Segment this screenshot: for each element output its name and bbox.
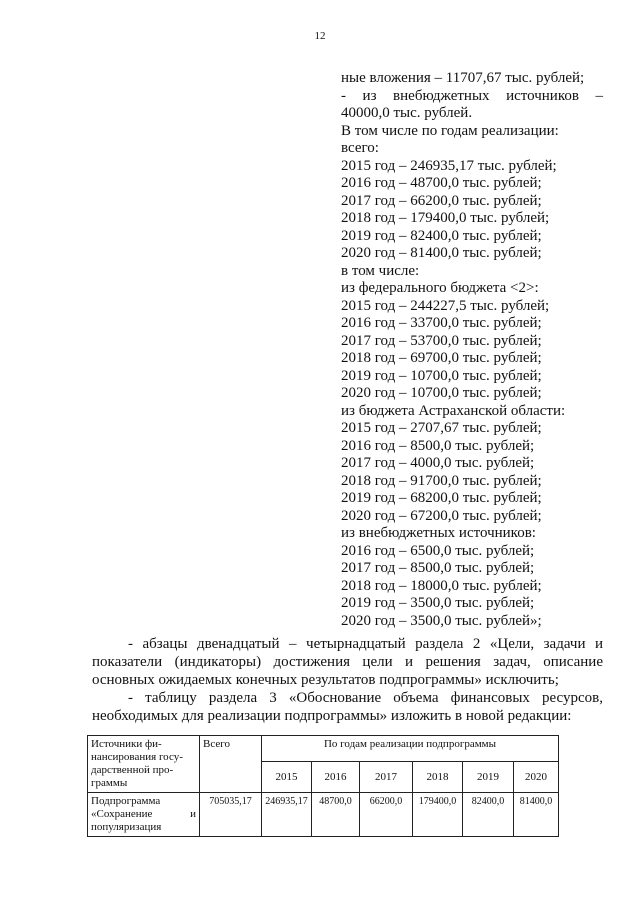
amendments-block [92, 635, 603, 725]
header-year: 2020 [514, 762, 559, 793]
text-line: 2020 год – 67200,0 тыс. рублей; [341, 507, 542, 524]
header-total: Всего [200, 736, 262, 793]
text-line: 2015 год – 244227,5 тыс. рублей; [341, 297, 550, 314]
text-line: из внебюджетных источников: [341, 525, 536, 541]
text-line: в том числе: [341, 262, 420, 279]
row-value: 66200,0 [360, 793, 413, 837]
text-line: 2017 год – 53700,0 тыс. рублей; [341, 332, 542, 349]
paragraph-exclude-clauses: - абзацы двенадцатый – четырнадцатый раздела 2 «Цели, задачи и показатели (индикаторы) достижения цели и решения задач, описание основных ожидаемых конечных результатов подпрограммы» исключить; [92, 636, 603, 688]
text-line: В том числе по годам реализации: [341, 122, 559, 139]
table-row [88, 793, 559, 837]
text-line: 2020 год – 3500,0 тыс. рублей»; [341, 612, 542, 629]
header-source: Источники фи- нансирования госу- дарственной про- граммы [88, 736, 200, 793]
text-line: 2019 год – 10700,0 тыс. рублей; [341, 367, 542, 384]
text-line: 2019 год – 3500,0 тыс. рублей; [341, 595, 535, 611]
text-line: 2019 год – 68200,0 тыс. рублей; [341, 490, 542, 506]
row-total: 705035,17 [200, 793, 262, 837]
text-line: всего: [341, 140, 379, 156]
text-line: 2018 год – 18000,0 тыс. рублей; [341, 577, 542, 594]
text-line: 2018 год – 179400,0 тыс. рублей; [341, 210, 550, 226]
text-line: 2016 год – 33700,0 тыс. рублей; [341, 315, 542, 331]
text-line: 2017 год – 8500,0 тыс. рублей; [341, 560, 535, 576]
header-years-group: По годам реализации подпрограммы [262, 736, 559, 762]
row-value: 246935,17 [262, 793, 312, 837]
text-line: 2018 год – 91700,0 тыс. рублей; [341, 472, 542, 489]
text-line: 40000,0 тыс. рублей. [341, 105, 473, 121]
text-line: 2016 год – 48700,0 тыс. рублей; [341, 175, 542, 191]
text-line: 2019 год – 82400,0 тыс. рублей; [341, 227, 542, 244]
financing-table [87, 735, 559, 837]
row-value: 82400,0 [463, 793, 514, 837]
page-number: 12 [314, 30, 326, 42]
text-line: 2017 год – 66200,0 тыс. рублей; [341, 192, 542, 209]
header-year: 2019 [463, 762, 514, 793]
text-line: 2020 год – 81400,0 тыс. рублей; [341, 245, 542, 261]
header-year: 2018 [413, 762, 463, 793]
row-value: 179400,0 [413, 793, 463, 837]
header-year: 2015 [262, 762, 312, 793]
text-line: ные вложения – 11707,67 тыс. рублей; [341, 70, 585, 86]
text-line: 2020 год – 10700,0 тыс. рублей; [341, 385, 542, 401]
text-line: 2016 год – 8500,0 тыс. рублей; [341, 437, 535, 454]
text-line: 2015 год – 2707,67 тыс. рублей; [341, 420, 542, 436]
funding-details-column [341, 70, 603, 630]
paragraph-new-table: - таблицу раздела 3 «Обоснование объема финансовых ресурсов, необходимых для реализации подпрограммы» изложить в новой редакции: [92, 690, 603, 724]
text-line: 2015 год – 246935,17 тыс. рублей; [341, 157, 557, 174]
text-line: - из внебюджетных источников – [341, 87, 603, 104]
text-line: из федерального бюджета <2>: [341, 280, 539, 296]
text-line: 2016 год – 6500,0 тыс. рублей; [341, 542, 535, 559]
text-line: из бюджета Астраханской области: [341, 402, 566, 419]
text-line: 2018 год – 69700,0 тыс. рублей; [341, 350, 542, 366]
row-value: 81400,0 [514, 793, 559, 837]
row-source: Подпрограмма «Сохранение и популяризация [88, 793, 200, 837]
header-year: 2016 [312, 762, 360, 793]
header-year: 2017 [360, 762, 413, 793]
row-value: 48700,0 [312, 793, 360, 837]
text-line: 2017 год – 4000,0 тыс. рублей; [341, 455, 535, 471]
